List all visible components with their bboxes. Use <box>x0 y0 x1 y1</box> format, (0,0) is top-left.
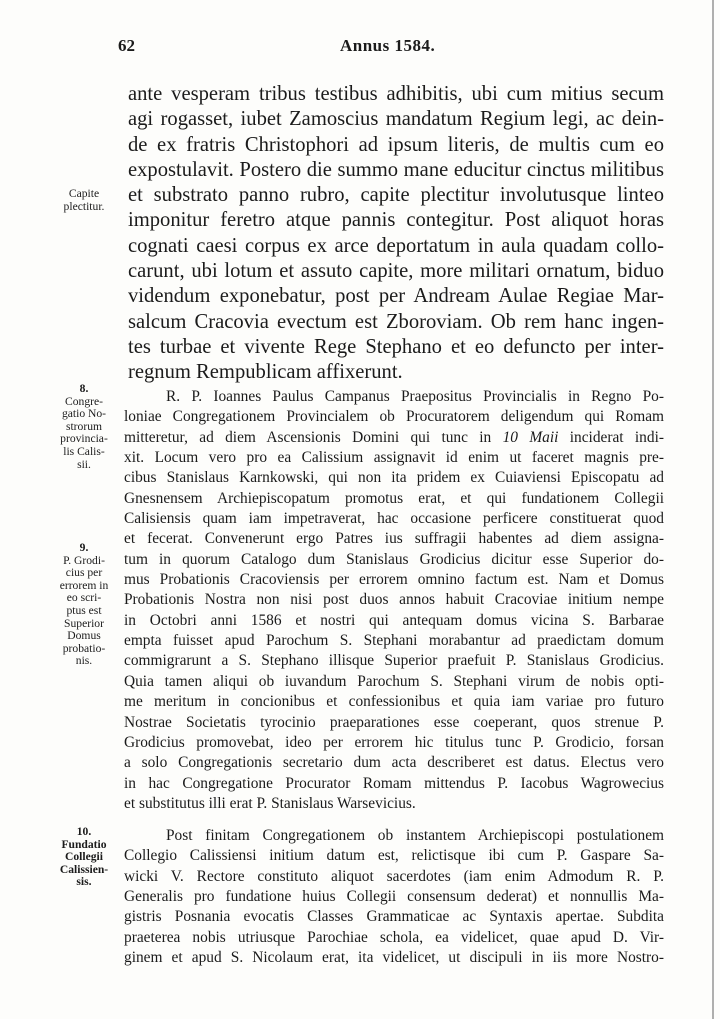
paragraph-10 <box>124 826 664 968</box>
text-line: et fecerat. Convenerunt ergo Patres ius suffragii habentes ad diem assigna- <box>124 530 664 548</box>
margin-note-number: 9. <box>79 541 89 554</box>
margin-note-line: P. Grodi- <box>63 553 105 567</box>
text-line: in Octobri anni 1586 et nostri qui antequam domus vicina S. Barbarae <box>124 611 664 629</box>
text-line: Post finitam Congregationem ob instantem Archiepiscopi postulationem <box>166 827 664 844</box>
margin-note-number: 10. <box>76 825 92 838</box>
date-italic: 10 Maii <box>502 428 559 446</box>
top-paragraph <box>128 82 664 386</box>
text-line: ginem et apud S. Nicolaum erat, ita videlicet, ut discipuli in iis more Nostro- <box>124 949 664 967</box>
paragraph-8 <box>124 387 664 814</box>
margin-note-line: Calissien- <box>59 862 109 876</box>
text-segment: inciderat indi- <box>569 428 664 446</box>
text-line: xit. Locum vero pro ea Calissium assignavit id enim ut faceret magnis pre- <box>124 449 664 467</box>
text-line: expostulavit. Postero die summo mane educitur cinctus militibus <box>128 158 664 181</box>
text-line: gistris Posnania evocatis Classes Grammaticae ac Syntaxis apertae. Subdita <box>124 908 664 926</box>
text-line: Nostrae Societatis tyrocinio praeparationes esse coeperant, quos strenue P. <box>124 713 664 731</box>
text-line: a solo Congregationis secretario dum acta describeret est datus. Electus vero <box>124 754 664 772</box>
text-line: in hac Congregatione Procurator Romam mittendus P. Iacobus Wagrowecius <box>124 774 664 792</box>
margin-note-line: provincia- <box>60 432 108 446</box>
running-head: Annus 1584. <box>340 36 436 55</box>
text-line: salcum Cracovia evectum est Zboroviam. Ob rem hanc ingen- <box>128 310 664 333</box>
margin-note-line: plectitur. <box>63 199 105 213</box>
text-line: Collegio Calissiensi initium datum est, relictisque ibi cum P. Gaspare Sa- <box>124 847 664 865</box>
margin-note-line: Superior <box>64 616 104 630</box>
page-header <box>0 36 720 58</box>
margin-note-line: ptus est <box>66 603 102 617</box>
text-line: agi rogasset, iubet Zamoscius mandatum Regium legi, ac dein- <box>128 108 664 131</box>
margin-note-line: Domus <box>67 629 101 643</box>
margin-note-line: sis. <box>76 875 92 889</box>
margin-note-capite <box>48 188 120 213</box>
text-line: et substrato panno rubro, capite plectitur involutusque linteo <box>128 184 664 207</box>
text-line: Gnesnensem Archiepiscopatum promotus erat, et qui fundationem Collegii <box>124 489 664 507</box>
text-line: Quia tamen aliqui ob iuvandum Parochum S. Stephani virum de nobis opti- <box>124 672 664 690</box>
text-line: Calisiensis quam iam impetraverat, hac occasione perficere constituerat quod <box>124 510 664 528</box>
text-line-with-date <box>124 428 664 448</box>
text-line: commigrarunt a S. Stephano illisque Superior praefuit P. Stanislaus Grodicius. <box>124 652 664 670</box>
text-line: cibus Stanislaus Karnkowski, qui non ita pridem ex Cuiaviensi Episcopatu ad <box>124 469 664 487</box>
margin-note-line: eo scri- <box>66 591 102 605</box>
text-line: imponitur feretro atque pannis contegitur. Post aliquot horas <box>128 209 664 232</box>
text-line: praeterea nobis utriusque Parochiae schola, ea videlicet, quae apud D. Vir- <box>124 928 664 946</box>
page-number: 62 <box>118 36 135 55</box>
text-line: wicki V. Rectore constituto aliquot sacerdotes (iam enim Admodum R. P. <box>124 867 664 885</box>
margin-note-8 <box>48 383 120 471</box>
text-line: et substitutus illi erat P. Stanislaus Warsevicius. <box>124 794 416 812</box>
margin-note-line: strorum <box>65 419 103 433</box>
text-line: tes turbae et vivente Rege Stephano et eo defuncto per inter- <box>128 335 664 358</box>
margin-note-line: nis. <box>75 654 93 668</box>
text-line: me meritum in concionibus et confessionibus et quia iam variae pro futuro <box>124 693 664 711</box>
margin-note-10 <box>48 826 120 889</box>
text-line: tum in quorum Catalogo dum Stanislaus Grodicius dicitur esse Superior do- <box>124 550 664 568</box>
margin-note-line: lis Calis- <box>63 444 105 458</box>
margin-note-line: sii. <box>77 457 91 471</box>
text-line: loniae Congregationem Provincialem ob Procuratorem deligendum qui Romam <box>124 408 664 426</box>
margin-note-number: 8. <box>79 382 89 395</box>
text-line: R. P. Ioannes Paulus Campanus Praepositus Provincialis in Regno Po- <box>166 388 664 405</box>
text-line: mus Probationis Cracoviensis per errorem omnino factum est. Nam et Domus <box>124 571 664 589</box>
margin-note-line: errorem in <box>59 578 109 592</box>
text-line: Generalis pro fundatione huius Collegii consensum dederat) et nonnullis Ma- <box>124 888 664 906</box>
text-line: cognati caesi corpus ex arce deportatum in aula quadam collo- <box>128 234 664 257</box>
text-line: Grodicius promovebat, ideo per errorem hic titulus tunc P. Grodicio, forsan <box>124 733 664 751</box>
text-line: ante vesperam tribus testibus adhibitis, ubi cum mitius secum <box>128 83 664 105</box>
text-line: regnum Rempublicam affixerunt. <box>128 361 403 384</box>
text-line: empta fuisset apud Parochum S. Stephani morabantur ad praedictam domum <box>124 632 664 650</box>
margin-note-line: gatio No- <box>61 407 107 421</box>
text-line: de ex fratris Christophori ad ipsum literis, de multis cum eo <box>128 133 664 156</box>
text-line: Probationis Nostra non nisi post duos annos habuit Cracoviae initium nempe <box>124 591 664 609</box>
margin-note-line: Congre- <box>65 394 103 408</box>
margin-note-9 <box>48 542 120 668</box>
margin-note-line: Collegii <box>65 850 103 864</box>
page-edge-line <box>712 0 714 1019</box>
margin-note-line: cius per <box>65 566 103 580</box>
text-line: videndum exponebatur, post per Andream Aulae Regiae Mar- <box>128 285 664 308</box>
text-segment: mitteretur, ad diem Ascensionis Domini qui tunc in <box>124 428 492 446</box>
margin-note-line: Capite <box>68 187 100 200</box>
margin-note-line: Fundatio <box>61 837 107 851</box>
text-line: carunt, ubi lotum et assuto capite, more militari ornatum, biduo <box>128 260 664 283</box>
margin-note-line: probatio- <box>62 641 106 655</box>
